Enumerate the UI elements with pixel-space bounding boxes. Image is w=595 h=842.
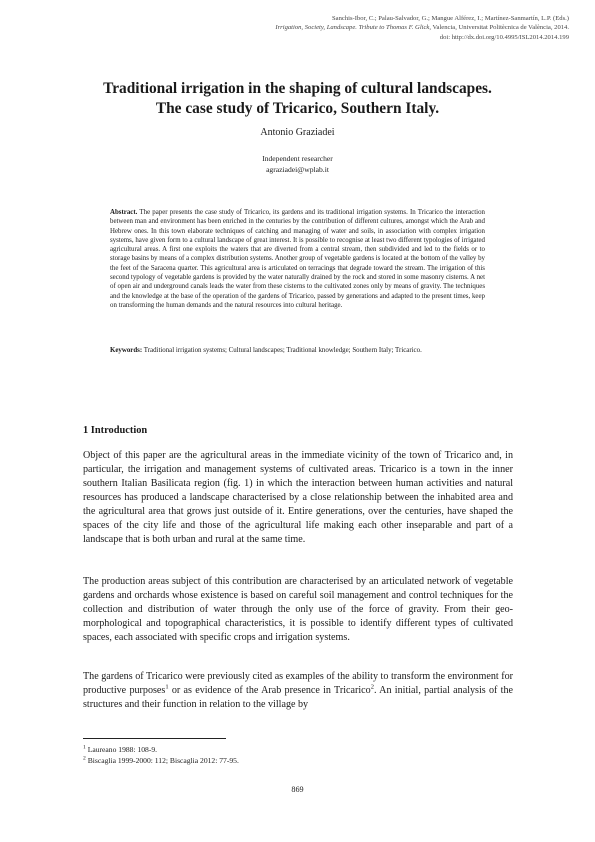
paragraph-3-part-b: or as evidence of the Arab presence in Tricarico — [168, 685, 371, 697]
citation-book-title: Irrigation, Society, Landscape. Tribute to Thomas F. Glick — [275, 24, 430, 32]
citation-header — [239, 14, 569, 42]
paragraph-1: Object of this paper are the agricultural areas in the immediate vicinity of the town of Tricarico and, in particular, the irrigation and management systems of cultivated areas. Tricarico is a town in the inner southern Italian Basilicata region (fig. 1) in which the interaction between human activities and natural resources has produced a landscape characterised by a close relationship between the inhabited area and the agricultural area that grows just outside of it. Entire generations, over the centuries, have shaped the spaces of the city life and those of the agricultural life making each other inseparable and part of a landscape that is both urban and rural at the same time. — [83, 450, 513, 546]
section-heading: 1 Introduction — [83, 425, 148, 436]
keywords-label: Keywords: — [110, 347, 143, 354]
footnote-ref-1[interactable]: 1 — [165, 683, 169, 691]
paragraph-3-part-a: The gardens of Tricarico were previously cited as examples of the ability to transform the environment for productive purposes — [83, 671, 513, 697]
paragraph-2: The production areas subject of this contribution are characterised by an articulated network of vegetable gardens and orchards whose existence is based on careful soil management and control techniques for the collection and distribution of water through the only use of the force of gravity. From their geo-morphological and topographical characteristics, it is possible to identify different types of cultivated spaces, each associated with specific crops and irrigation systems. — [83, 576, 513, 644]
citation-publisher: , Valencia, Universitat Politècnica de València, 2014. — [429, 24, 569, 32]
title-line-1: Traditional irrigation in the shaping of cultural landscapes. — [103, 80, 492, 97]
footnotes — [83, 744, 239, 766]
author-affiliation — [0, 153, 595, 175]
abstract-text: The paper presents the case study of Tricarico, its gardens and its traditional irrigation systems. In Tricarico the interaction between man and environment has been enriched in the centuries by the contribution of different cultures, amongst which the Arab and Hebrew ones. In this town elaborate techniques of catching and managing of water and soils, in association with complex irrigation systems, have given form to a cultural landscape of great interest. It is possible to recognise at least two different typologies of irrigated agricultural areas. A first one exploits the waters that are diverted from a central stream, then subdivided and led to the fields or to storage basins by means of a complex distribution systems. Another group of vegetable gardens is located at the bottom of the valley by the feet of the Saracena quarter. This agricultural area is articulated on terracings that degrade toward the stream. The irrigation of this second typology of vegetable gardens is provided by the water naturally drained by the rock and stored in some masonry cisterns. A net of open air and underground canals leads the water from these cisterns to the cultivated zones only by means of gravity. The techniques and the knowledge at the base of the operation of the gardens of Tricarico, passed by generations and adapted to the present times, keep on transforming the human demands and the natural resources into cultural heritage. — [110, 209, 485, 309]
footnote-divider — [83, 738, 226, 739]
citation-book — [239, 23, 569, 32]
footnote-text: Biscaglia 1999-2000: 112; Biscaglia 2012: 77-95. — [87, 756, 239, 765]
affiliation-role: Independent researcher — [262, 154, 333, 163]
footnote-2 — [83, 755, 239, 766]
footnote-number: 2 — [83, 755, 86, 762]
citation-editors: Sanchis-Ibor, C.; Palau-Salvador, G.; Mangue Alférez, I.; Martínez-Sanmartín, L.P. (Eds.) — [332, 15, 569, 22]
author-name: Antonio Graziadei — [260, 127, 335, 138]
footnote-number: 1 — [83, 744, 86, 751]
abstract-label: Abstract. — [110, 209, 138, 216]
paragraph-3-part-c: . An initial, partial analysis of the structures and their function in relation to the village by — [83, 685, 513, 711]
footnote-ref-2[interactable]: 2 — [370, 683, 374, 691]
page-number: 869 — [291, 785, 304, 794]
author-email: agraziadei@wplab.it — [266, 165, 329, 175]
title-line-2: The case study of Tricarico, Southern Italy. — [155, 99, 440, 117]
keywords-text: Traditional irrigation systems; Cultural landscapes; Traditional knowledge; Southern Italy; Tricarico. — [143, 347, 422, 354]
footnote-1 — [83, 744, 239, 755]
citation-doi: doi: http://dx.doi.org/10.4995/ISL2014.2014.199 — [439, 33, 569, 41]
paragraph-3 — [83, 670, 513, 712]
footnote-text: Laureano 1988: 108-9. — [87, 745, 158, 754]
paper-title — [60, 79, 535, 118]
keywords — [110, 346, 485, 355]
abstract — [110, 208, 485, 310]
